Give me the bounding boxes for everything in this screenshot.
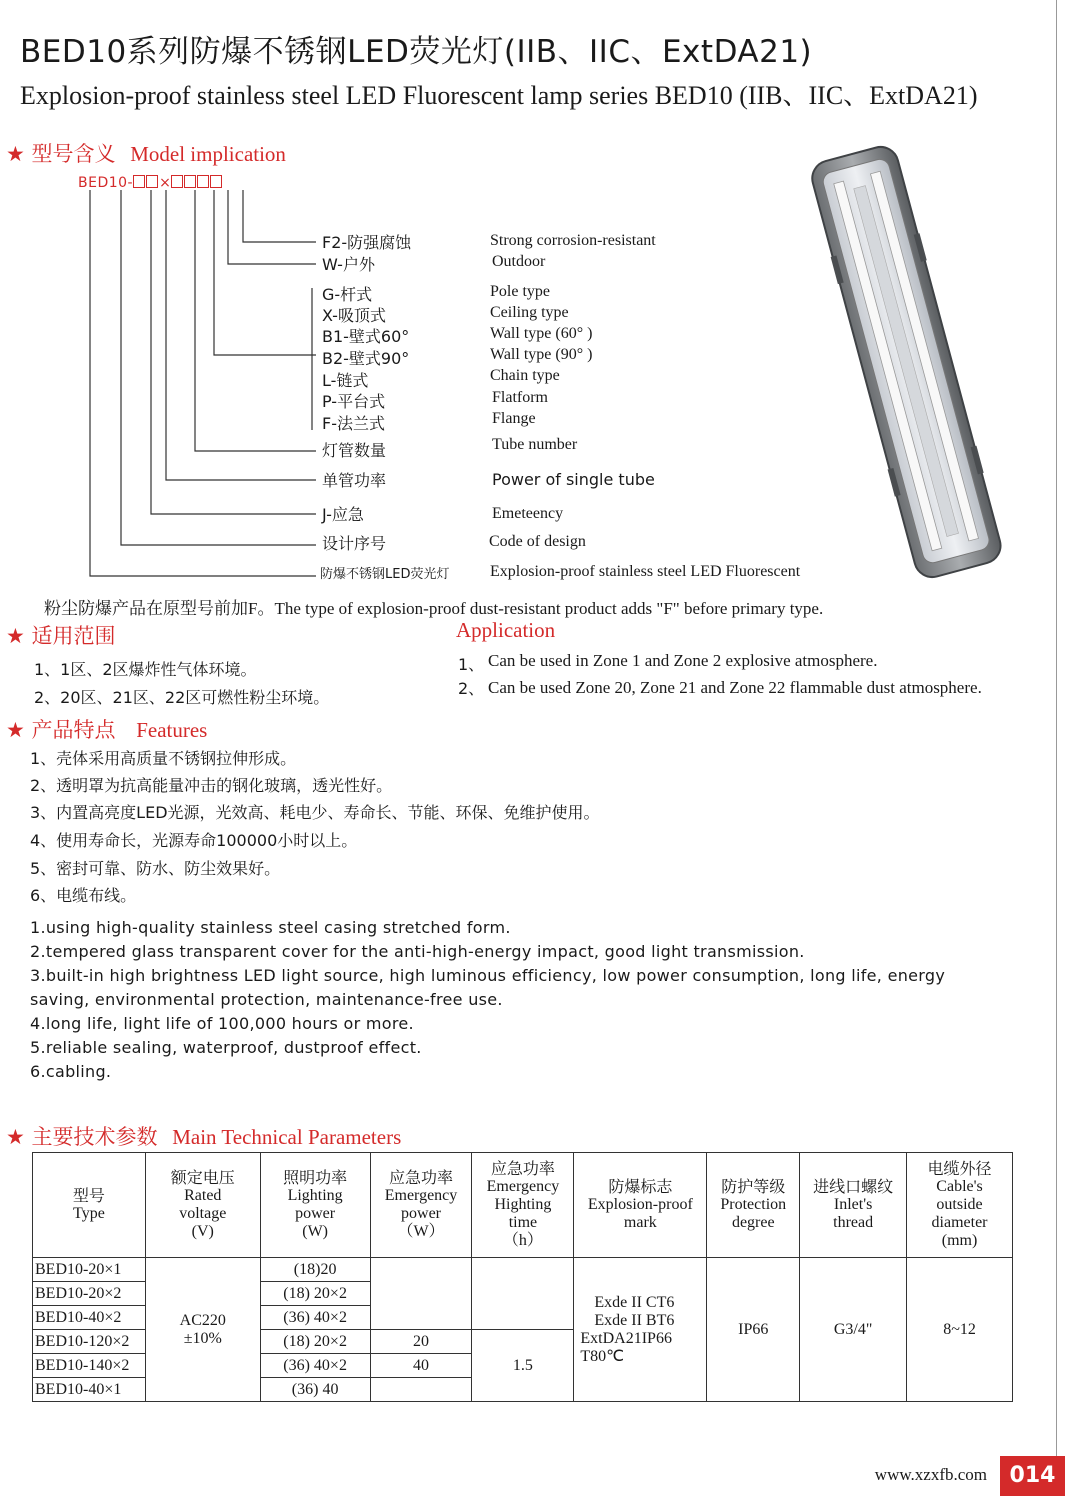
model-en-design: Code of design (489, 533, 586, 550)
model-en-tube: Tube number (492, 436, 578, 453)
model-en-power: Power of single tube (492, 470, 655, 489)
model-en-w: Outdoor (492, 253, 546, 270)
table-row: BED10-40×1 (36) 40 (33, 1378, 1013, 1402)
model-label-j: J-应急 (322, 505, 364, 524)
feature-cn-6: 6、电缆布线。 (30, 886, 137, 905)
model-en-f: Flange (492, 410, 536, 427)
feature-cn-1: 1、壳体采用高质量不锈钢拉伸形成。 (30, 749, 297, 768)
model-label-b2: B2-壁式90° (322, 349, 410, 368)
application-heading-en: Application (456, 618, 556, 642)
application-num-2: 2、 (458, 679, 485, 698)
ex-mark-cell: Exde II CT6 Exde II BT6 ExtDA21IP66 T80℃ (574, 1258, 707, 1402)
voltage-cell: AC220 ±10% (145, 1258, 260, 1402)
emergency-time-cell: 1.5 (472, 1330, 574, 1402)
thread-cell: G3/4" (800, 1258, 907, 1402)
model-label-power: 单管功率 (322, 471, 387, 490)
title-english: Explosion-proof stainless steel LED Fluorescent lamp series BED10 (IIB、IIC、ExtDA21) (20, 81, 978, 110)
star-icon: ★ (6, 1125, 25, 1149)
header-emergency-power: 应急功率 Emergency power （W） (370, 1153, 472, 1258)
header-emergency-time: 应急功率 Emergency Highting time （h） (472, 1153, 574, 1258)
feature-en-2: 2.tempered glass transparent cover for the anti-high-energy impact, good light transmission. (30, 942, 805, 961)
model-label-p: P-平台式 (322, 392, 386, 411)
table-row: BED10-140×2 (36) 40×2 40 (33, 1354, 1013, 1378)
feature-cn-5: 5、密封可靠、防水、防尘效果好。 (30, 859, 281, 878)
application-cn-1: 1、1区、2区爆炸性气体环境。 (34, 660, 257, 679)
model-en-product: Explosion-proof stainless steel LED Fluorescent (490, 563, 801, 580)
application-en-2: Can be used Zone 20, Zone 21 and Zone 22 flammable dust atmosphere. (488, 678, 982, 697)
application-num-1: 1、 (458, 655, 485, 674)
model-label-f2: F2-防强腐蚀 (322, 233, 412, 252)
features-heading: ★ 产品特点 Features (6, 718, 208, 742)
star-icon: ★ (6, 142, 25, 166)
table-row: BED10-20×1 AC220 ±10% (18)20 Exde II CT6 Exde II BT6 ExtDA21IP66 T80℃ IP66 G3/4" 8~12 (33, 1258, 1013, 1282)
model-en-f2: Strong corrosion-resistant (490, 232, 656, 249)
application-heading-cn: ★ 适用范围 (6, 624, 116, 648)
model-label-w: W-户外 (322, 255, 375, 274)
table-row: BED10-40×2 (36) 40×2 (33, 1306, 1013, 1330)
cable-cell: 8~12 (907, 1258, 1013, 1402)
application-en-1: Can be used in Zone 1 and Zone 2 explosive atmosphere. (488, 651, 878, 670)
parameters-table (32, 1152, 1013, 1402)
model-en-x: Ceiling type (490, 304, 569, 321)
model-en-b1: Wall type (60° ) (490, 325, 593, 342)
model-heading: ★ 型号含义 Model implication (6, 142, 286, 166)
model-en-b2: Wall type (90° ) (490, 346, 593, 363)
model-label-design: 设计序号 (322, 534, 387, 553)
model-bracket-lines (0, 0, 330, 590)
header-ex-mark: 防爆标志 Explosion-proof mark (574, 1153, 707, 1258)
params-heading: ★ 主要技术参数 Main Technical Parameters (6, 1125, 402, 1149)
feature-en-6: 6.cabling. (30, 1062, 112, 1081)
model-en-g: Pole type (490, 283, 550, 300)
model-en-l: Chain type (490, 367, 560, 384)
feature-cn-2: 2、透明罩为抗高能量冲击的钢化玻璃，透光性好。 (30, 776, 393, 795)
model-code: BED10- × (78, 175, 223, 191)
lamp-product-image (790, 140, 1030, 580)
dust-note: 粉尘防爆产品在原型号前加F。The type of explosion-proof dust-resistant product adds "F" before primary type. (44, 599, 824, 618)
model-label-l: L-链式 (322, 371, 369, 390)
footer-url: www.xzxfb.com (874, 1465, 987, 1484)
feature-cn-4: 4、使用寿命长，光源寿命100000小时以上。 (30, 831, 358, 850)
header-protection: 防护等级 Protection degree (707, 1153, 800, 1258)
table-row: BED10-120×2 (18) 20×2 20 1.5 (33, 1330, 1013, 1354)
model-label-x: X-吸顶式 (322, 306, 386, 325)
model-en-p: Flatform (492, 389, 548, 406)
feature-en-5: 5.reliable sealing, waterproof, dustproof effect. (30, 1038, 422, 1057)
feature-en-4: 4.long life, light life of 100,000 hours or more. (30, 1014, 414, 1033)
table-row: BED10-20×2 (18) 20×2 (33, 1282, 1013, 1306)
header-lighting-power: 照明功率 Lighting power (W) (260, 1153, 370, 1258)
model-label-tube: 灯管数量 (322, 441, 387, 460)
ip-cell: IP66 (707, 1258, 800, 1402)
feature-cn-3: 3、内置高亮度LED光源，光效高、耗电少、寿命长、节能、环保、免维护使用。 (30, 803, 600, 822)
model-en-j: Emeteency (492, 505, 564, 522)
table-header-row (33, 1153, 1013, 1258)
model-label-f: F-法兰式 (322, 414, 385, 433)
header-voltage: 额定电压 Rated voltage (V) (145, 1153, 260, 1258)
header-thread: 进线口螺纹 Inlet's thread (800, 1153, 907, 1258)
header-cable: 电缆外径 Cable's outside diameter (mm) (907, 1153, 1013, 1258)
application-cn-2: 2、20区、21区、22区可燃性粉尘环境。 (34, 688, 330, 707)
header-type: 型号 Type (33, 1153, 146, 1258)
model-label-g: G-杆式 (322, 285, 373, 304)
title-chinese: BED10系列防爆不锈钢LED荧光灯(IIB、IIC、ExtDA21) (20, 34, 813, 70)
model-label-product: 防爆不锈钢LED荧光灯 (320, 567, 450, 582)
model-label-b1: B1-壁式60° (322, 327, 410, 346)
feature-en-3b: saving, environmental protection, maintenance-free use. (30, 990, 503, 1009)
feature-en-1: 1.using high-quality stainless steel casing stretched form. (30, 918, 511, 937)
star-icon: ★ (6, 624, 25, 648)
page-number: 014 (1000, 1456, 1065, 1496)
feature-en-3: 3.built-in high brightness LED light source, high luminous efficiency, low power consumption, long life, energy (30, 966, 946, 985)
star-icon: ★ (6, 718, 25, 742)
page-edge (1056, 0, 1065, 1496)
